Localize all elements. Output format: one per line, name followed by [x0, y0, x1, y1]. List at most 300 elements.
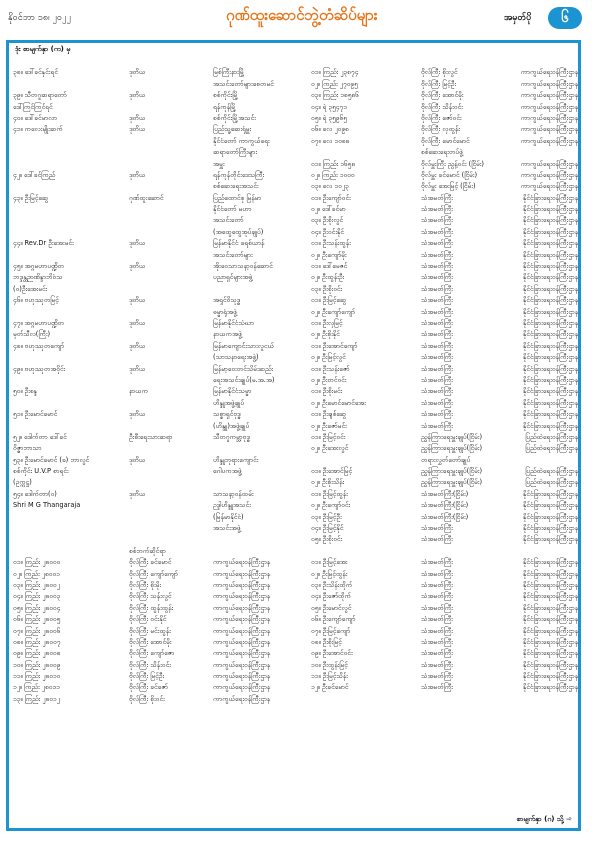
cell-c3: မြန်မာ့ဝေးတင်သိမ်းဆည်း — [213, 364, 274, 373]
cell-c4: ၀၂။ ဦးကျော်မိုး — [311, 250, 347, 259]
cell-c5: သံအမတ်ကြီး — [421, 569, 453, 578]
cell-c5: သံအမတ်ကြီး — [421, 410, 453, 419]
cell-c1: ၁၁။ ကြည်း ၂၈၀၁၀ — [13, 672, 61, 681]
cell-c3: (မြန်မာနိုင်ငံ) — [213, 512, 244, 521]
cell-c3: အသင်းတော်များစေတမင် — [213, 79, 274, 88]
cell-c5: ဗိုလ်ကြီး ဇော်ဝင်း — [421, 113, 462, 122]
cell-c5: သံအမတ်ကြီး — [421, 227, 453, 236]
cell-c6: နိုင်ငံခြားရေးဝန်ကြီးဌာန — [522, 284, 578, 293]
cell-c3: အသင်းတော် — [213, 216, 244, 225]
list-row — [13, 534, 578, 545]
cell-c1: ၀၆။ ကြည်း ၂၈၀၀၅ — [13, 615, 61, 624]
cell-c4: ၀၂။ ဦးထွန်းဦး — [311, 273, 345, 282]
cell-c6: ကာကွယ်ရေးဝန်ကြီးဌာန — [520, 91, 578, 100]
cell-c4: ၀၂။ ဦးတင်ဝင်း — [311, 375, 347, 384]
cell-c1: ၄၇။ အဂ္ဂမဟာပဏ္ဍိတ — [13, 318, 65, 327]
list-row — [13, 489, 578, 500]
cell-c5: သံအမတ်ကြီး — [421, 216, 453, 225]
cell-c4: ၀၁။ ကြည်း ၂၃၈၇၄ — [311, 68, 359, 77]
cell-c4: ၀၅။ ရဲ ၃၅၉၆၅ — [311, 113, 347, 122]
cell-c1: ၀၁။ ကြည်း ၂၈၀၀၀ — [13, 558, 61, 567]
cell-c4: ၀၂။ ဦးကျော်ကျော် — [311, 307, 355, 316]
cell-c2: ဗိုလ်ကြီး သိန်းဝင်း — [129, 660, 171, 669]
cell-c4: ၀၃။ ဦးစိုးလွင် — [311, 216, 344, 225]
cell-c5: သံအမတ်ကြီး — [421, 250, 453, 259]
cell-c4: ၀၁။ ဒေါ်မေဇင် — [311, 262, 348, 271]
cell-c4: ၀၄။ ဦးမြင့်နိုင် — [311, 524, 344, 533]
cell-c4: ၀၄။ ဦးဇော်ထိုက် — [311, 592, 351, 601]
list-row — [13, 341, 578, 352]
cell-c5: သံအမတ်ကြီး — [421, 637, 453, 646]
list-row — [13, 591, 578, 602]
cell-c1: စစ်ကိုင်း U.V.P စာရင်း — [13, 467, 69, 476]
list-row — [13, 523, 578, 534]
list-row — [13, 352, 578, 363]
cell-c6: နိုင်ငံခြားရေးဝန်ကြီးဌာန — [522, 558, 578, 567]
cell-c5: ညွှန်ကြားရေးမှူးချုပ်(ငြိမ်း) — [421, 478, 483, 487]
cell-c1: ၁၃။ ကြည်း ၂၈၀၁၂ — [13, 694, 60, 703]
cell-c5: သံအမတ်ကြီး(ငြိမ်း) — [421, 489, 469, 498]
cell-c1: ၄၃။ ဦးမြင့်ဆွေ — [13, 193, 49, 202]
cell-c5: သံအမတ်ကြီး — [421, 535, 453, 544]
cell-c5: ဗိုလ်ကြီး မောင်မောင် — [421, 136, 470, 145]
cell-c3: ကာကွယ်ရေးဝန်ကြီးဌာန — [213, 649, 271, 658]
cell-c6: နိုင်ငံခြားရေးဝန်ကြီးဌာန — [522, 375, 578, 384]
cell-c5: သံအမတ်ကြီး — [421, 273, 453, 282]
list-row — [13, 147, 578, 158]
cell-c5: သံအမတ်ကြီး — [421, 353, 453, 362]
page-number-badge: ၆ — [548, 7, 582, 29]
cell-c3: ကာကွယ်ရေးဝန်ကြီးဌာန — [213, 694, 271, 703]
cell-c1: ၀၂။ ကြည်း ၂၈၀၀၁ — [13, 569, 60, 578]
list-row — [13, 466, 578, 477]
cell-c5: သံအမတ်ကြီး — [421, 262, 453, 271]
cell-c4: ၀၂။ ကြည်း ၂၇၀၉၅ — [311, 79, 358, 88]
cell-c2: ဒုတိယ — [129, 489, 146, 498]
list-row — [13, 215, 578, 226]
cell-c3: ကာကွယ်ရေးဝန်ကြီးဌာန — [213, 569, 271, 578]
cell-c6: နိုင်ငံခြားရေးဝန်ကြီးဌာန — [522, 239, 578, 248]
cell-c5: သံအမတ်ကြီး — [421, 683, 453, 692]
cell-c5: သံအမတ်ကြီး — [421, 307, 453, 316]
list-row — [13, 272, 578, 283]
cell-c2: ဗိုလ်ကြီး ထွန်းထွန်း — [129, 603, 174, 612]
cell-c4: ၀၂။ ဦးမြင့်လွင် — [311, 353, 346, 362]
cell-c4: ၀၁။ ဦးသန်းဇော် — [311, 364, 350, 373]
cell-c5: ညွှန်ကြားရေးမှူးချုပ်(ငြိမ်း) — [421, 432, 483, 441]
cell-c1: ၄၁။ ကလေးမျိုးဆက် — [13, 125, 63, 134]
cell-c4: ၀၁။ ဦးအောင်မြင့် — [311, 467, 353, 476]
cell-c3: အသင်းတော်များ — [213, 250, 253, 259]
cell-c1: Shri M G Thangaraja — [13, 501, 81, 510]
cell-c6: ကာကွယ်ရေးဝန်ကြီးဌာန — [520, 182, 578, 191]
list-row — [13, 170, 578, 181]
cell-c5: သံအမတ်ကြီး — [421, 387, 453, 396]
cell-c4: ၀၁။ ဦးချစ်ဆွေ — [311, 410, 346, 419]
cell-c3: ရန်ကုန်တိုင်းဒေသကြီး — [213, 170, 265, 179]
cell-c2: ဒုတိယ — [129, 262, 146, 271]
list-row — [13, 284, 578, 295]
list-row — [13, 364, 578, 375]
cell-c4: ၀၁။ ဦးလှမြင့် — [311, 318, 343, 327]
continued-to-note: စာမျက်နှာ (ဂ) သို့ ➾ — [516, 815, 572, 823]
cell-c3: ပြည်ထောင်စု မြန်မာ — [213, 193, 262, 202]
cell-c5: သံအမတ်ကြီး — [421, 341, 453, 350]
cell-c3: ဓမ္မာရုံအဖွဲ့ — [213, 307, 237, 316]
cell-c5: ဗိုလ်ကြီး လှထွန်း — [421, 125, 460, 134]
cell-c2: ဒုတိယ — [129, 410, 146, 419]
page-title: ဂုဏ်ထူးဆောင်ဘွဲ့တံဆိပ်များ — [226, 6, 378, 24]
cell-c3: ဂေါပကအဖွဲ့ — [213, 467, 242, 476]
cell-c4: ၀၃။ ဦးစိုးဝင်း — [311, 284, 343, 293]
cell-c4: ၀၁။ ကြည်း ၁၆၅၈ — [311, 159, 356, 168]
cell-c5: သံအမတ်ကြီး — [421, 398, 453, 407]
cell-c4: ၀၇။ ဦးမြင့်ကျော် — [311, 626, 351, 635]
list-row — [13, 79, 578, 90]
cell-c3: နာယကအဖွဲ့ — [213, 330, 242, 339]
cell-c4: ၀၂။ ဦးမြင့်ထွန်း — [311, 569, 348, 578]
list-row — [13, 671, 578, 682]
list-row — [13, 637, 578, 648]
cell-c3: စစ်ကိုင်းမြို့အသင်း — [213, 113, 256, 122]
list-row — [13, 261, 578, 272]
cell-c1: ၄၈။ ဗဟုဿုတကျော် — [13, 341, 65, 350]
list-row — [13, 443, 578, 454]
cell-c6: နိုင်ငံခြားရေးဝန်ကြီးဌာန — [522, 501, 578, 510]
list-row — [13, 512, 578, 523]
list-row — [13, 626, 578, 637]
cell-c6: နိုင်ငံခြားရေးဝန်ကြီးဌာန — [522, 216, 578, 225]
cell-c3: ကာကွယ်ရေးဝန်ကြီးဌာန — [213, 683, 271, 692]
cell-c5: သံအမတ်ကြီး — [421, 592, 453, 601]
cell-c1: ၀၇။ ကြည်း ၂၈၀၀၆ — [13, 626, 61, 635]
list-row — [13, 227, 578, 238]
cell-c4: ၀၃။ လေ ၁၀၂၃ — [311, 182, 349, 191]
cell-c3: (အထွေထွေအုပ်ချုပ်) — [213, 227, 264, 236]
cell-c1: ၄၀။ ဒေါ်ခင်မာလာ — [13, 113, 57, 122]
cell-c4: ၀၁။ ဦးမြင့်ဝင်း — [311, 432, 346, 441]
cell-c2: ဗိုလ်ကြီး ဝင်းနိုင် — [129, 615, 167, 624]
cell-c2: ဗိုလ်ကြီး ခင်မောင် — [129, 558, 172, 567]
cell-c1: ၄၅။ အဂ္ဂမဟာပဏ္ဍိတ — [13, 262, 65, 271]
cell-c6: နိုင်ငံခြားရေးဝန်ကြီးဌာန — [522, 398, 578, 407]
cell-c1: ၅၄။ ဒေါက်တာ(၀) — [13, 489, 57, 498]
list-row — [13, 250, 578, 261]
cell-c6: နိုင်ငံခြားရေးဝန်ကြီးဌာန — [522, 364, 578, 373]
list-row — [13, 113, 578, 124]
cell-c5: တရားလွှတ်တော်ချုပ် — [421, 455, 471, 464]
list-row — [13, 614, 578, 625]
cell-c1: ၅၃။ ဦးမောင်မောင် (ခ) ဘာလွင် — [13, 455, 90, 464]
list-row — [13, 603, 578, 614]
cell-c6: နိုင်ငံခြားရေးဝန်ကြီးဌာန — [522, 524, 578, 533]
cell-c6: ကာကွယ်ရေးဝန်ကြီးဌာန — [520, 125, 578, 134]
cell-c5: ညွှန်ကြားရေးမှူးချုပ်(ငြိမ်း) — [421, 467, 483, 476]
cell-c6: နိုင်ငံခြားရေးဝန်ကြီးဌာန — [522, 626, 578, 635]
cell-c3: ကာကွယ်ရေးဝန်ကြီးဌာန — [213, 558, 271, 567]
list-row — [13, 90, 578, 101]
cell-c4: ၀၂။ ကြည်း ၁၀၀၀ — [311, 170, 355, 179]
cell-c2: နာယက — [129, 387, 148, 396]
cell-c2: ဗိုလ်ကြီး ကျော်ကျော် — [129, 569, 178, 578]
cell-c6: နိုင်ငံခြားရေးဝန်ကြီးဌာန — [522, 410, 578, 419]
cell-c5: စစ်ဆေးရေးတပ်ဖွဲ့ — [421, 148, 463, 157]
list-row — [13, 682, 578, 693]
cell-c3: နိုင်ငံတော် မဟာ — [213, 205, 252, 214]
cell-c5: သံအမတ်ကြီး — [421, 364, 453, 373]
cell-c1: ၄၆။ ဗဟုဿုတမြင့် — [13, 296, 59, 305]
cell-c3: ဥဒ္ဒါဟိန္ဒူအသင်း — [213, 501, 251, 510]
cell-c1: ၁၀။ ကြည်း ၂၈၀၀၉ — [13, 660, 61, 669]
cell-c1: ၃၉။ သီတဂူဆရာတော် — [13, 91, 67, 100]
cell-c6: ပြည်ထဲရေးဝန်ကြီးဌာန — [525, 478, 578, 487]
cell-c3: ကာကွယ်ရေးဝန်ကြီးဌာန — [213, 637, 271, 646]
cell-c4: ၀၂။ ဦးအေးလွင် — [311, 444, 349, 453]
cell-c3: အိုးဝေသာသနာ့ဝန်ဆောင် — [213, 262, 273, 271]
cell-c6: နိုင်ငံခြားရေးဝန်ကြီးဌာန — [522, 569, 578, 578]
cell-c6: နိုင်ငံခြားရေးဝန်ကြီးဌာန — [522, 341, 578, 350]
cell-c4: ၀၁။ ဦးသန်းထွန်း — [311, 239, 351, 248]
cell-c2: ဒုတိယ — [129, 341, 146, 350]
cell-c6: နိုင်ငံခြားရေးဝန်ကြီးဌာန — [522, 683, 578, 692]
page-header — [8, 4, 587, 34]
cell-c2: ဗိုလ်ကြီး ကျော်ဇော — [129, 649, 175, 658]
cell-c2: ဗိုလ်ကြီး မင်းထွန်း — [129, 626, 171, 635]
list-row — [13, 398, 578, 409]
cell-c5: သံအမတ်ကြီး — [421, 330, 453, 339]
cell-c1: ၅၀။ ဦးစန္ဒ — [13, 387, 37, 396]
cell-c1: ၄၉။ ဗဟုဿုတအဝိုင်း — [13, 364, 66, 373]
cell-c6: နိုင်ငံခြားရေးဝန်ကြီးဌာန — [522, 603, 578, 612]
cell-c3: မြန်မာနိုင်ငံ ခရစ်ယာန် — [213, 239, 265, 248]
cell-c1: ၀၉။ ကြည်း ၂၈၀၀၈ — [13, 649, 61, 658]
cell-c3: မြန်မာနိုင်ငံသမ္မာ — [213, 387, 252, 396]
cell-c5: သံအမတ်ကြီး — [421, 375, 453, 384]
cell-c3: ဆရာတော်ကြီးများ — [213, 148, 258, 157]
cell-c2: ဗိုလ်ကြီး မြင့်ဦး — [129, 672, 165, 681]
page-label: အမှတ်ပို — [504, 13, 532, 23]
cell-c3: စစ်ကိုင်းမြို့ — [213, 91, 239, 100]
cell-c4: ၀၂။ ဦးဇော်မင်း — [311, 421, 347, 430]
cell-c4: ၁၁။ ဦးမြင့်သိန်း — [311, 672, 348, 681]
cell-c5: ဗိုလ်ကြီး သိန်းဝင်း — [421, 102, 463, 111]
cell-c3: မြန်မာကျောင်းသားလူငယ် — [213, 341, 274, 350]
cell-c3: ဟိန္ဒူအဖွဲ့ချုပ် — [213, 398, 245, 407]
cell-c1: ၀၄။ ကြည်း ၂၈၀၀၃ — [13, 592, 61, 601]
cell-c3: ကာကွယ်ရေးဝန်ကြီးဌာန — [213, 592, 271, 601]
cell-c2: ဗိုလ်ကြီး စိုးဝင်း — [129, 694, 165, 703]
list-row — [13, 238, 578, 249]
cell-c1: မှတ်သီလ(ကြီး) — [13, 330, 51, 339]
cell-c6: နိုင်ငံခြားရေးဝန်ကြီးဌာန — [522, 296, 578, 305]
cell-c5: ဗိုလ်မှူး အေးမြင့် (ငြိမ်း) — [421, 182, 476, 191]
cell-c3: ကာကွယ်ရေးဝန်ကြီးဌာန — [213, 660, 271, 669]
list-row — [13, 318, 578, 329]
cell-c3: စစ်ဆေးရေးအသင်း — [213, 182, 259, 191]
cell-c4: ၀၁။ ဦးအောင်ကျော် — [311, 341, 358, 350]
cell-c3: မြန်မာနိုင်ငံသံဃာ — [213, 318, 255, 327]
cell-c6: ကာကွယ်ရေးဝန်ကြီးဌာန — [520, 113, 578, 122]
list-row — [13, 375, 578, 386]
list-row — [13, 329, 578, 340]
cell-c2: ဒုတိယ — [129, 239, 146, 248]
cell-c3: ရေးအသင်းချုပ်(မ.အ.အ) — [213, 375, 275, 384]
cell-c3: သာသနာ့ဝန်ထမ်း — [213, 489, 254, 498]
list-row — [13, 56, 578, 67]
cell-c5: သံအမတ်ကြီး — [421, 672, 453, 681]
cell-c6: ကာကွယ်ရေးဝန်ကြီးဌာန — [520, 159, 578, 168]
cell-c4: ၀၃။ ဦးသိန်းထိုက် — [311, 580, 353, 589]
cell-c4: ၀၄။ ရဲ ၃၅၄၇၁ — [311, 102, 347, 111]
cell-c6: ကာကွယ်ရေးဝန်ကြီးဌာန — [520, 170, 578, 179]
cell-c5: သံအမတ်ကြီး — [421, 193, 453, 202]
list-row — [13, 546, 578, 557]
cell-c2: ဗိုလ်ကြီး စိုးမိုး — [129, 580, 162, 589]
cell-c3: ဟိန္ဒူဘုရားကျောင်း — [213, 455, 259, 464]
issue-date: နိုဝင်ဘာ ၁၈၊ ၂၀၂၂ — [8, 13, 71, 23]
cell-c6: နိုင်ငံခြားရေးဝန်ကြီးဌာန — [522, 592, 578, 601]
cell-c5: ဗိုလ်ကြီး အောင်မိုး — [421, 91, 464, 100]
cell-c5: ဗိုလ်မှူး ခင်မောင် (ငြိမ်း) — [421, 170, 478, 179]
cell-c5: သံအမတ်ကြီး — [421, 421, 453, 430]
cell-c5: ဗိုလ်ကြီး မြင့်ဦး — [421, 79, 457, 88]
cell-c3: ကာကွယ်ရေးဝန်ကြီးဌာန — [213, 615, 271, 624]
list-row — [13, 455, 578, 466]
cell-c4: ၁၀။ ဦးထွန်းမြင့် — [311, 660, 348, 669]
cell-c5: သံအမတ်ကြီး(ငြိမ်း) — [421, 501, 469, 510]
cell-c4: ၀၅။ ဦးမောင်လွင် — [311, 603, 352, 612]
cell-c3: ကာကွယ်ရေးဝန်ကြီးဌာန — [213, 603, 271, 612]
cell-c5: သံအမတ်ကြီး — [421, 318, 453, 327]
cell-c1: ဝိဇ္ဇာဘာသာ — [13, 444, 42, 453]
cell-c1: (ဥက္ကဋ္ဌ) — [13, 478, 32, 487]
cell-c4: ၀၃။ ဦးမြင့်ဦး — [311, 512, 342, 521]
cell-c1: ၀၈။ ကြည်း ၂၈၀၀၇ — [13, 637, 61, 646]
cell-c5: သံအမတ်ကြီး — [421, 284, 453, 293]
cell-c5: သံအမတ်ကြီး — [421, 524, 453, 533]
list-row — [13, 181, 578, 192]
cell-c4: ၀၂။ ဦးကျော်ဝင်း — [311, 501, 351, 510]
cell-c3: ပြည်သူ့ဆေးရုံမှူး — [213, 125, 252, 134]
list-row — [13, 159, 578, 170]
cell-c4: ၀၉။ ဦးအောင်ဝင်း — [311, 649, 353, 658]
list-row — [13, 307, 578, 318]
cell-c3: ပညာရှင်များအဖွဲ့ — [213, 273, 253, 282]
list-row — [13, 694, 578, 705]
cell-c1: (၀)ဦးအေးမင်း — [13, 284, 48, 293]
cell-c6: နိုင်ငံခြားရေးဝန်ကြီးဌာန — [522, 353, 578, 362]
cell-c6: နိုင်ငံခြားရေးဝန်ကြီးဌာန — [522, 660, 578, 669]
cell-c3: သစ္စာရှင်ဗုဒ္ဓ — [213, 410, 241, 419]
list-row — [13, 204, 578, 215]
cell-c6: နိုင်ငံခြားရေးဝန်ကြီးဌာန — [522, 580, 578, 589]
cell-c4: ၀၁။ ဦးမြင့်အေး — [311, 558, 348, 567]
cell-c4: ၀၂။ ဦးစိုးနိုင် — [311, 330, 340, 339]
list-row — [13, 660, 578, 671]
cell-c5: သံအမတ်ကြီး — [421, 603, 453, 612]
cell-c6: ကာကွယ်ရေးဝန်ကြီးဌာန — [520, 136, 578, 145]
list-row — [13, 295, 578, 306]
cell-c2: ဗိုလ်ကြီး ခင်ဇော် — [129, 683, 168, 692]
cell-c4: ၀၁။ ဦးစိုးမင်း — [311, 387, 343, 396]
cell-c6: နိုင်ငံခြားရေးဝန်ကြီးဌာန — [522, 318, 578, 327]
cell-c6: နိုင်ငံခြားရေးဝန်ကြီးဌာန — [522, 330, 578, 339]
continued-from-note: ဒုံး စာမျက်နှာ (က) မှ — [15, 45, 71, 53]
cell-c2: ဒုတိယ — [129, 68, 146, 77]
list-row — [13, 193, 578, 204]
cell-c2: စစ်ဘက်ဆိုင်ရာ — [129, 546, 166, 555]
cell-c3: အရှင်ဝိသုဒ္ဓ — [213, 296, 241, 305]
cell-c4: ၀၁။ ဦးမြင့်ဆွေ — [311, 296, 347, 305]
list-row — [13, 477, 578, 488]
cell-c5: သံအမတ်ကြီး — [421, 660, 453, 669]
list-row — [13, 580, 578, 591]
cell-c4: ၀၂။ ဒေါ်ခင်မာ — [311, 205, 346, 214]
cell-c2: ဒုတိယ — [129, 91, 146, 100]
cell-c5: သံအမတ်ကြီး — [421, 615, 453, 624]
cell-c3: အမှူး — [213, 159, 225, 168]
cell-c2: ဒုတိယ — [129, 455, 146, 464]
cell-c4: ၀၅။ ဦးစိုးဝင်း — [311, 535, 343, 544]
cell-c2: ဒုတိယ — [129, 113, 146, 122]
cell-c6: နိုင်ငံခြားရေးဝန်ကြီးဌာန — [522, 489, 578, 498]
cell-c6: ပြည်ထဲရေးဝန်ကြီးဌာန — [525, 432, 578, 441]
cell-c2: ဒုတိယ — [129, 170, 146, 179]
cell-c2: ဒုတိယ — [129, 364, 146, 373]
list-row — [13, 124, 578, 135]
cell-c1: ၅၂။ ဒေါက်တာ ဒေါ်ခင် — [13, 432, 67, 441]
cell-c6: နိုင်ငံခြားရေးဝန်ကြီးဌာန — [522, 273, 578, 282]
cell-c6: နိုင်ငံခြားရေးဝန်ကြီးဌာန — [522, 649, 578, 658]
cell-c1: ၅၁။ ဦးမောင်မောင် — [13, 410, 58, 419]
cell-c2: ဗိုလ်ကြီး အောင်မိုး — [129, 637, 172, 646]
cell-c6: နိုင်ငံခြားရေးဝန်ကြီးဌာန — [522, 250, 578, 259]
cell-c6: နိုင်ငံခြားရေးဝန်ကြီးဌာန — [522, 637, 578, 646]
cell-c6: နိုင်ငံခြားရေးဝန်ကြီးဌာန — [522, 205, 578, 214]
cell-c3: (သာသနာရေးအဖွဲ့) — [213, 353, 259, 362]
cell-c4: ၀၁။ ဦးကျော်ဝင်း — [311, 193, 351, 202]
cell-c4: ၀၄။ ဦးဝင်းနိုင် — [311, 227, 344, 236]
cell-c6: နိုင်ငံခြားရေးဝန်ကြီးဌာန — [522, 387, 578, 396]
cell-c2: ဒုတိယ — [129, 125, 146, 134]
list-row — [13, 432, 578, 443]
cell-c3: ရန်ကုန်မြို့ — [213, 102, 236, 111]
list-row — [13, 648, 578, 659]
list-row — [13, 67, 578, 78]
cell-c6: နိုင်ငံခြားရေးဝန်ကြီးဌာန — [522, 307, 578, 316]
cell-c1: ၃၈။ ဒေါ်ခင်နှင်းရင် — [13, 68, 58, 77]
cell-c2: ဒုတိယ — [129, 296, 146, 305]
cell-c4: ၁၂။ ဦးခင်မောင် — [311, 683, 349, 692]
cell-c6: နိုင်ငံခြားရေးဝန်ကြီးဌာန — [522, 193, 578, 202]
list-row — [13, 409, 578, 420]
cell-c6: နိုင်ငံခြားရေးဝန်ကြီးဌာန — [522, 672, 578, 681]
cell-c4: ၀၆။ လေ ၂၀၉၈ — [311, 125, 349, 134]
cell-c1: ၀၅။ ကြည်း ၂၈၀၀၄ — [13, 603, 61, 612]
cell-c6: ကာကွယ်ရေးဝန်ကြီးဌာန — [520, 68, 578, 77]
cell-c1: ၄၂။ ဒေါ်ခင်ကြည် — [13, 170, 56, 179]
content-frame — [6, 40, 581, 831]
cell-c5: ဗိုလ်မှူးကြီး ညွန့်ဝင်း (ငြိမ်း) — [421, 159, 484, 168]
cell-c6: ပြည်ထဲရေးဝန်ကြီးဌာန — [525, 444, 578, 453]
cell-c6: နိုင်ငံခြားရေးဝန်ကြီးဌာန — [522, 512, 578, 521]
award-list — [13, 56, 578, 705]
cell-c1: ၀၃။ ကြည်း ၂၈၀၀၂ — [13, 580, 60, 589]
cell-c3: နိုင်ငံတော် ကာကွယ်ရေး — [213, 136, 270, 145]
cell-c5: သံအမတ်ကြီး — [421, 649, 453, 658]
cell-c6: နိုင်ငံခြားရေးဝန်ကြီးဌာန — [522, 421, 578, 430]
cell-c3: ကာကွယ်ရေးဝန်ကြီးဌာန — [213, 672, 271, 681]
